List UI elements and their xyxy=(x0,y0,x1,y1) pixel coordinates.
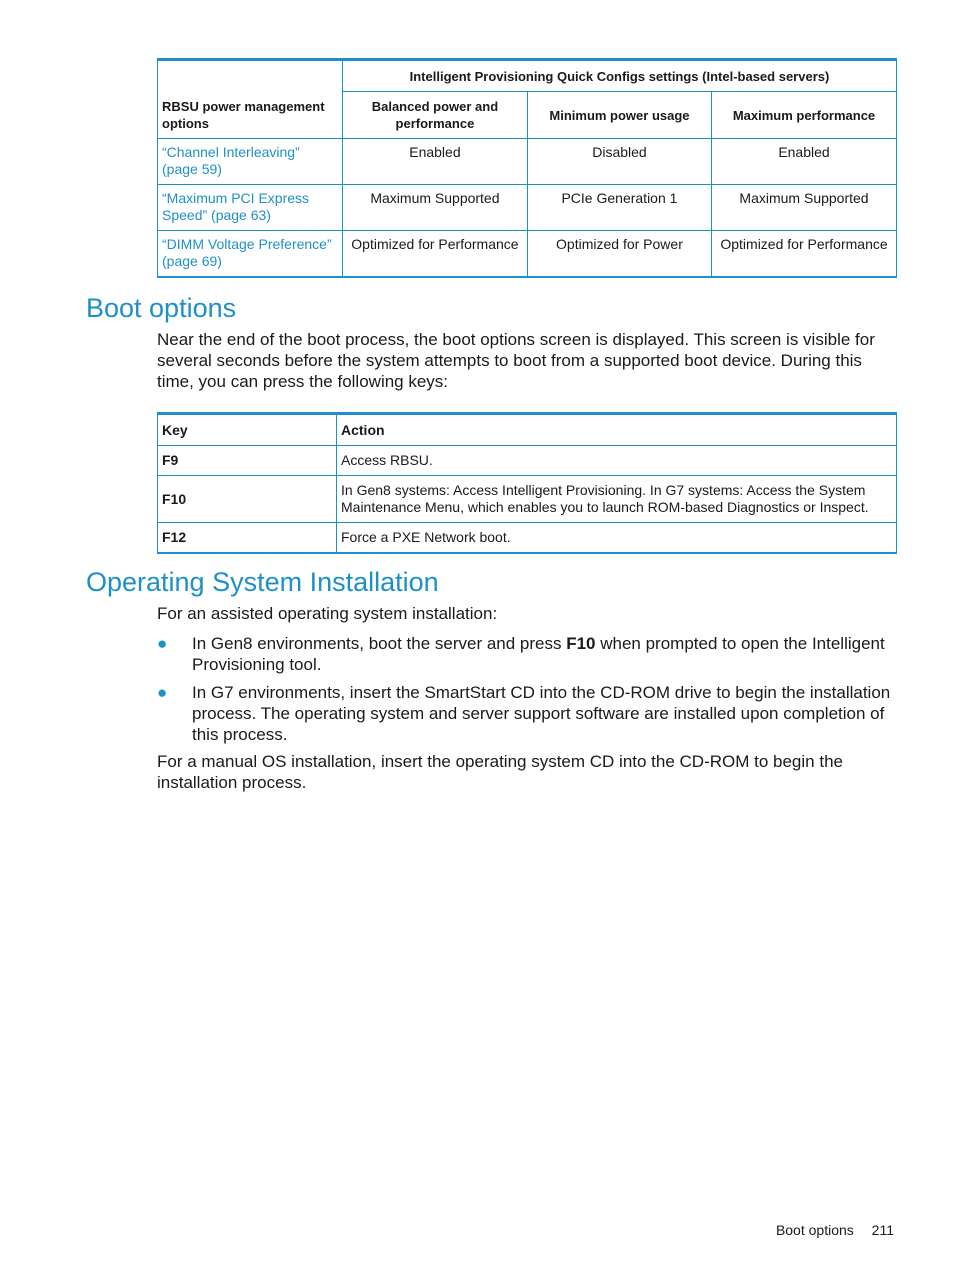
page-number: 211 xyxy=(871,1222,894,1238)
table-cell: PCIe Generation 1 xyxy=(527,185,711,231)
table-row xyxy=(158,476,897,523)
f10-key: F10 xyxy=(566,634,596,653)
boot-keys-table xyxy=(157,412,897,554)
table-cell: Optimized for Performance xyxy=(712,231,897,277)
footer-section-title: Boot options xyxy=(775,1222,854,1238)
key-f12: F12 xyxy=(158,523,337,554)
action-f9: Access RBSU. xyxy=(337,446,897,476)
quick-configs-group-header: Intelligent Provisioning Quick Configs settings (Intel-based servers) xyxy=(342,60,896,92)
action-column-header: Action xyxy=(337,414,897,446)
table-cell: Optimized for Power xyxy=(527,231,711,277)
max-pci-express-speed-link[interactable]: “Maximum PCI Express Speed” (page 63) xyxy=(158,185,343,231)
table-row xyxy=(158,446,897,476)
rbsu-options-header: RBSU power management options xyxy=(158,60,343,139)
bullet-icon: ● xyxy=(157,683,168,702)
quick-configs-table xyxy=(157,58,897,278)
table-cell: Maximum Supported xyxy=(342,185,527,231)
table-cell: Enabled xyxy=(342,139,527,185)
action-f12: Force a PXE Network boot. xyxy=(337,523,897,554)
channel-interleaving-link[interactable]: “Channel Interleaving” (page 59) xyxy=(158,139,343,185)
key-column-header: Key xyxy=(158,414,337,446)
table-cell: Disabled xyxy=(527,139,711,185)
key-f10: F10 xyxy=(158,476,337,523)
table-row xyxy=(158,523,897,554)
os-installation-intro: For an assisted operating system installation: xyxy=(157,604,498,623)
bullet-text-pre: In Gen8 environments, boot the server and press xyxy=(192,634,567,653)
table-row xyxy=(158,185,897,231)
table-row xyxy=(158,139,897,185)
os-installation-heading: Operating System Installation xyxy=(86,567,439,597)
bullet-icon: ● xyxy=(157,634,168,653)
dimm-voltage-preference-link[interactable]: “DIMM Voltage Preference” (page 69) xyxy=(158,231,343,277)
page-footer xyxy=(762,1222,894,1238)
column-header-maximum-performance: Maximum performance xyxy=(712,92,897,139)
column-header-minimum-power: Minimum power usage xyxy=(527,92,711,139)
boot-options-heading: Boot options xyxy=(86,293,237,323)
bullet-text-post: when prompted to open the Intelligent Provisioning tool. xyxy=(192,634,885,674)
table-cell: Enabled xyxy=(712,139,897,185)
column-header-balanced: Balanced power and performance xyxy=(342,92,527,139)
list-item xyxy=(157,633,899,675)
table-cell: Optimized for Performance xyxy=(342,231,527,277)
table-cell: Maximum Supported xyxy=(712,185,897,231)
table-row xyxy=(158,231,897,277)
action-f10: In Gen8 systems: Access Intelligent Provisioning. In G7 systems: Access the System Maintenance Menu, which enables you to launch ROM-based Diagnostics or Inspect. xyxy=(337,476,897,523)
key-f9: F9 xyxy=(158,446,337,476)
list-item xyxy=(157,682,899,745)
os-installation-list xyxy=(157,633,899,752)
manual-installation-text: For a manual OS installation, insert the operating system CD into the CD-ROM to begin the installation process. xyxy=(157,752,843,792)
boot-options-intro: Near the end of the boot process, the boot options screen is displayed. This screen is visible for several seconds before the system attempts to boot from a supported boot device. During this time, you can press the following keys: xyxy=(157,330,875,391)
bullet-text: In G7 environments, insert the SmartStart CD into the CD-ROM drive to begin the installation process. The operating system and server support software are installed upon completion of this process. xyxy=(192,683,891,744)
